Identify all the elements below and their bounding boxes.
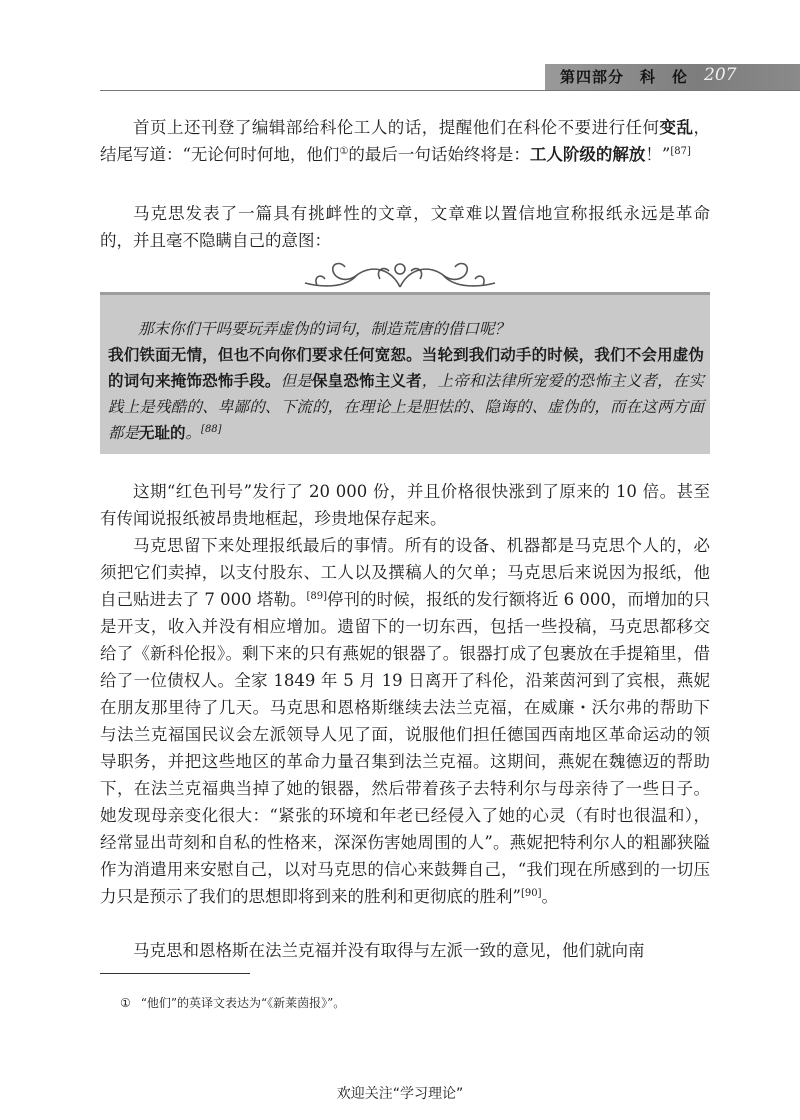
quote-text-a: 那末你们干吗要玩弄虚伪的词句，制造荒唐的借口呢？ [138,320,511,338]
p1-bold-a: 变乱 [659,118,694,137]
p1-text-b: ，结尾写道：“无论何时何地，他们 [100,118,711,164]
header-rule [100,90,800,91]
paragraph-2: 马克思发表了一篇具有挑衅性的文章，文章难以置信地宣称报纸永远是革命的，并且毫不隐瞒自己的意图： [100,204,710,250]
page-number: 207 [704,65,737,85]
p4-text-c: 。 [541,887,558,906]
quote-ref: [88] [201,424,222,435]
section-title: 第四部分 科 伦 [560,68,689,86]
footnote [120,994,345,1011]
footnote-mark: ① [120,996,131,1010]
paragraph-5: 马克思和恩格斯在法兰克福并没有取得与左派一致的意见，他们就向南 [133,941,645,960]
p1-bold-b: 工人阶级的解放 [529,145,646,164]
p1-text-d: ！” [645,145,671,164]
p4-ref-b: [90] [520,888,542,899]
footer-watermark: 欢迎关注“学习理论” [336,1086,464,1102]
quote-text-b: 但是 [280,372,312,390]
quote-text-c: ，上帝和法律所宠爱的恐怖主义者，在实践上是残酷的、卑鄙的、下流的，在理论上是胆怯的、隐诲的、虚伪的，而在这两方面都是 [108,372,704,442]
p4-text-b: 停刊的时候，报纸的发行额将近 6 000，而增加的只是开支，收入并没有相应增加。遗留下的一切东西，包括一些投稿，马克思都移交给了《新科伦报》。剩下来的只有燕妮的银器了。银器打成了包裹放在手提箱里，借给了一位债权人。全家 1849 年 5 月 19 日离开了科伦，沿莱茵河到了宾根，燕妮在朋友那里待了几天。马克思和恩格斯继续去法兰克福，在威廉・沃尔弗的帮助下与法兰克福国民议会左派领导人见了面，说服他们担任德国西南地区革命运动的领导职务，并把这些地区的革命力量召集到法兰克福。这期间，燕妮在魏德迈的帮助下，在法兰克福典当掉了她的银器，然后带着孩子去特利尔与母亲待了一些日子。她发现母亲变化很大：“紧张的环境和年老已经侵入了她的心灵（有时也很温和），经常显出苛刻和自私的性格来，深深伤害她周围的人”。燕妮把特利尔人的粗鄙狭隘作为消遣用来安慰自己，以对马克思的信心来鼓舞自己，“我们现在所感到的一切压力只是预示了我们的思想即将到来的胜利和更彻底的胜利” [100,590,710,906]
p1-ref: [87] [670,146,691,157]
p1-text-a: 首页上还刊登了编辑部给科伦工人的话，提醒他们在科伦不要进行任何 [133,118,660,137]
p4-ref-a: [89] [306,591,328,602]
footnote-text: “他们”的英译文表达为“《新莱茵报》”。 [140,996,346,1010]
quote-bold-a: 我们铁面无情，但也不向你们要求任何宽恕。当轮到我们动手的时候，我们不会用虚伪的词句来掩饰恐怖手段。 [108,346,704,390]
ornament-icon [295,257,505,295]
paragraph-3: 这期“红色刊号”发行了 20 000 份，并且价格很快涨到了原来的 10 倍。甚至有传闻说报纸被昂贵地框起，珍贵地保存起来。 [100,482,710,528]
quote-text [108,316,704,446]
quote-text-d: 。 [185,424,202,442]
p1-footnote-mark: ① [339,146,349,157]
paragraph-4 [100,532,710,910]
p1-text-c: 的最后一句话始终将是： [348,145,530,164]
quote-bold-b: 保皇恐怖主义者 [311,372,422,390]
p4-text-a: 马克思留下来处理报纸最后的事情。所有的设备、机器都是马克思个人的，必须把它们卖掉，以支付股东、工人以及撰稿人的欠单；马克思后来说因为报纸，他自己贴进去了 7 000 塔勒。 [100,536,710,609]
quote-bold-c: 无耻的 [139,424,186,442]
quote-top-edge [100,292,710,295]
paragraph-1 [100,114,710,168]
footnote-rule [100,973,250,974]
